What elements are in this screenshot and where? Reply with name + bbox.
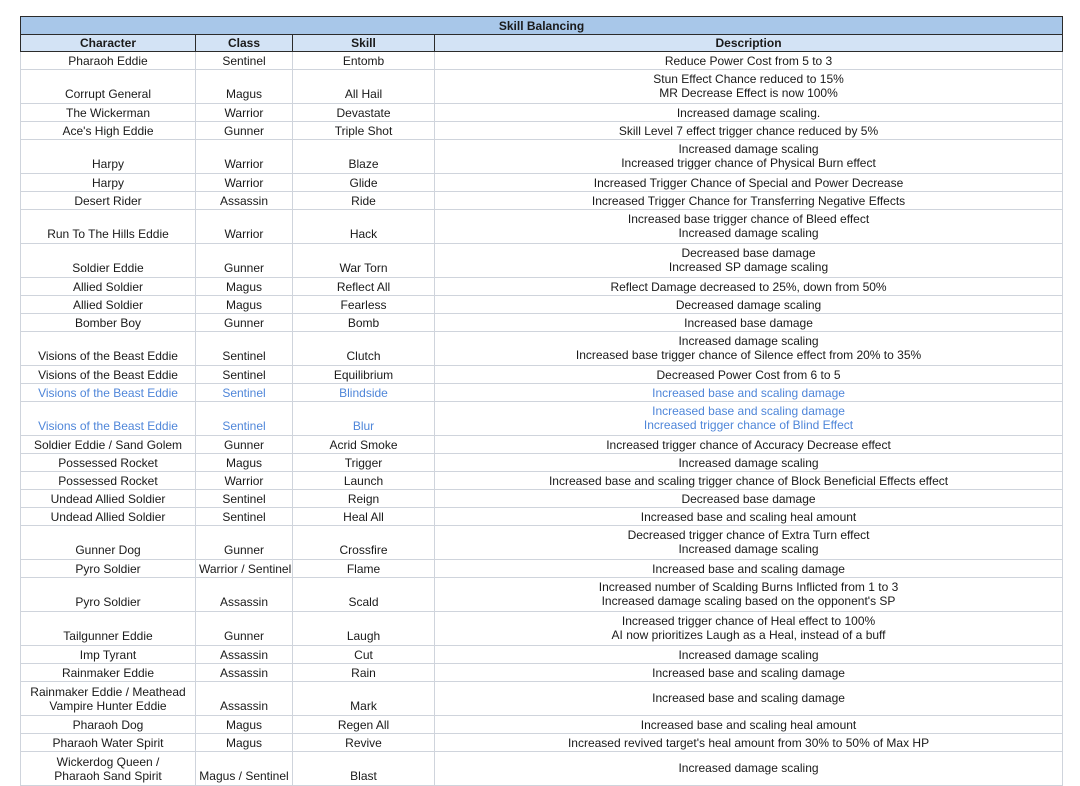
skill-cell-text: Crossfire [339,543,388,557]
description-cell[interactable] [435,472,1063,490]
class-cell[interactable] [196,296,293,314]
skill-cell-text: Scald [348,595,379,609]
character-cell[interactable] [21,174,196,192]
character-cell[interactable] [21,366,196,384]
class-cell-text: Sentinel [222,419,266,433]
character-cell[interactable] [21,192,196,210]
class-cell[interactable] [196,716,293,734]
character-cell[interactable] [21,332,196,366]
table-row [21,526,1063,560]
character-cell-text: Corrupt General [64,87,152,101]
description-cell[interactable] [435,296,1063,314]
class-cell-text: Assassin [219,665,269,680]
character-cell-text: Visions of the Beast Eddie [38,385,178,400]
skill-cell[interactable] [293,210,435,244]
class-cell[interactable] [196,52,293,70]
header-row [21,35,1063,52]
character-cell[interactable] [21,508,196,526]
character-cell-text: Undead Allied Soldier [50,509,166,524]
character-cell[interactable] [21,436,196,454]
description-cell-line-2: Increased base trigger chance of Silence effect from 20% to 35% [575,348,922,362]
character-cell-text: Pyro Soldier [75,561,141,576]
table-row [21,612,1063,646]
character-cell-text: Visions of the Beast Eddie [38,419,178,433]
skill-cell-text: Laugh [346,629,381,643]
character-cell-text: The Wickerman [65,105,151,120]
character-cell[interactable] [21,104,196,122]
table-row [21,716,1063,734]
character-cell[interactable] [21,384,196,402]
description-cell-text: Decreased damage scaling [675,297,822,312]
skill-cell-text: Launch [343,473,384,488]
class-cell-text: Assassin [219,193,269,208]
character-cell[interactable] [21,402,196,436]
description-cell-text: Increased base and scaling damage [652,665,845,680]
description-cell[interactable] [435,314,1063,332]
class-cell-text: Gunner [223,437,265,452]
skill-cell[interactable] [293,646,435,664]
skill-cell[interactable] [293,52,435,70]
description-cell[interactable] [435,734,1063,752]
character-cell[interactable] [21,682,196,716]
class-cell-text: Sentinel [222,491,266,506]
skill-cell-text: Flame [346,561,381,576]
skill-cell-text: Revive [345,735,382,750]
skill-cell-text: All Hail [344,87,383,101]
skill-cell-text: Blaze [348,157,379,171]
character-cell[interactable] [21,560,196,578]
skill-cell-text: Triple Shot [334,123,393,138]
sheet-title[interactable]: Skill Balancing [21,17,1063,35]
character-cell[interactable] [21,454,196,472]
character-cell[interactable] [21,612,196,646]
character-cell[interactable] [21,52,196,70]
description-cell-line-2: MR Decrease Effect is now 100% [659,86,838,100]
description-cell[interactable] [435,52,1063,70]
character-cell[interactable] [21,526,196,560]
character-cell[interactable] [21,244,196,278]
table-row [21,490,1063,508]
table-body [21,52,1063,786]
description-cell-text: Increased base and scaling trigger chance of Block Beneficial Effects effect [548,473,949,488]
table-row [21,122,1063,140]
description-cell-text: Decreased Power Cost from 6 to 5 [656,367,841,382]
description-cell-line-2: Increased trigger chance of Blind Effect [643,418,854,432]
skill-cell-text: Devastate [336,105,391,120]
description-cell-text: Decreased trigger chance of Extra Turn effect [627,528,870,542]
table-row [21,296,1063,314]
description-cell-text: Decreased base damage [681,246,816,260]
skill-cell[interactable] [293,752,435,786]
class-cell-text: Sentinel [222,385,266,400]
class-cell[interactable] [196,278,293,296]
description-cell-text: Skill Level 7 effect trigger chance reduced by 5% [618,123,879,138]
skill-cell-text: Glide [349,175,378,190]
skill-cell-text: Rain [351,665,376,680]
skill-cell-text: Bomb [347,315,380,330]
class-cell-text: Magus [225,87,263,101]
description-cell-text: Increased Trigger Chance of Special and Power Decrease [593,175,904,190]
skill-cell[interactable] [293,716,435,734]
class-cell-text: Sentinel [222,509,266,524]
description-cell[interactable] [435,682,1063,716]
character-cell-text: Gunner Dog [75,543,141,557]
class-cell-text: Sentinel [222,367,266,382]
character-cell[interactable] [21,664,196,682]
skill-cell-text: Clutch [346,349,381,363]
description-cell[interactable] [435,384,1063,402]
table-row [21,52,1063,70]
character-cell[interactable] [21,716,196,734]
character-cell-line-2: Pharaoh Sand Spirit [54,769,162,783]
character-cell-text: Run To The Hills Eddie [47,227,169,241]
header-class[interactable]: Class [196,35,293,52]
description-cell-text: Reduce Power Cost from 5 to 3 [664,53,833,68]
skill-cell[interactable] [293,734,435,752]
character-cell-text: Rainmaker Eddie [61,665,155,680]
class-cell[interactable] [196,664,293,682]
description-cell-text: Increased revived target's heal amount from 30% to 50% of Max HP [567,735,930,750]
header-skill[interactable]: Skill [293,35,435,52]
description-cell-text: Increased base and scaling heal amount [640,509,857,524]
character-cell[interactable] [21,296,196,314]
skill-cell-text: Blindside [339,385,388,400]
skill-cell[interactable] [293,332,435,366]
class-cell[interactable] [196,384,293,402]
skill-cell[interactable] [293,508,435,526]
character-cell[interactable] [21,140,196,174]
class-cell-text: Magus / Sentinel [199,769,289,783]
description-cell[interactable] [435,752,1063,786]
description-cell[interactable] [435,332,1063,366]
header-description[interactable]: Description [435,35,1063,52]
skill-cell-text: Trigger [344,455,383,470]
skill-cell-text: Reign [347,491,380,506]
class-cell-text: Sentinel [222,349,266,363]
class-cell[interactable] [196,612,293,646]
table-row [21,244,1063,278]
character-cell-text: Pyro Soldier [75,595,141,609]
character-cell[interactable] [21,752,196,786]
class-cell[interactable] [196,192,293,210]
class-cell-text: Magus [225,717,263,732]
skill-cell-text: Equilibrium [333,367,394,382]
character-cell[interactable] [21,278,196,296]
description-cell-text: Decreased base damage [681,491,816,506]
character-cell-text: Desert Rider [74,193,142,208]
character-cell-text: Pharaoh Water Spirit [52,735,164,750]
table-row [21,578,1063,612]
class-cell-text: Warrior [224,175,264,190]
class-cell[interactable] [196,210,293,244]
class-cell[interactable] [196,560,293,578]
description-cell[interactable] [435,174,1063,192]
skill-cell[interactable] [293,278,435,296]
class-cell-text: Gunner [223,261,265,275]
table-row [21,104,1063,122]
character-cell-text: Allied Soldier [72,297,144,312]
class-cell[interactable] [196,122,293,140]
class-cell[interactable] [196,472,293,490]
table-row [21,332,1063,366]
description-cell[interactable] [435,70,1063,104]
table-row [21,508,1063,526]
class-cell[interactable] [196,646,293,664]
description-cell-line-2: Increased damage scaling based on the opponent's SP [601,594,896,608]
class-cell[interactable] [196,734,293,752]
skill-cell-text: Reflect All [336,279,391,294]
class-cell[interactable] [196,140,293,174]
character-cell-text: Visions of the Beast Eddie [38,367,178,382]
description-cell-text: Stun Effect Chance reduced to 15% [653,72,844,86]
description-cell-text: Increased damage scaling [678,455,819,470]
class-cell[interactable] [196,244,293,278]
description-cell-text: Increased Trigger Chance for Transferring Negative Effects [591,193,906,208]
skill-cell[interactable] [293,472,435,490]
description-cell-text: Increased base trigger chance of Bleed effect [627,212,870,226]
class-cell-text: Assassin [219,647,269,662]
table-row [21,366,1063,384]
description-cell[interactable] [435,122,1063,140]
class-cell-text: Warrior [224,227,264,241]
character-cell-text: Bomber Boy [74,315,142,330]
class-cell-text: Magus [225,297,263,312]
description-cell-text: Increased base damage [684,315,813,330]
skill-cell-text: Ride [351,193,376,208]
skill-cell-text: Fearless [340,297,387,312]
description-cell-text: Increased damage scaling [678,142,819,156]
skill-cell-text: Regen All [337,717,390,732]
description-cell[interactable] [435,244,1063,278]
skill-cell[interactable] [293,490,435,508]
description-cell-text: Increased base and scaling damage [652,561,845,576]
description-cell-text: Increased base and scaling damage [652,385,845,400]
table-row [21,384,1063,402]
class-cell-text: Warrior [224,473,264,488]
character-cell-text: Soldier Eddie [72,261,144,275]
skill-cell-text: Mark [350,699,377,713]
skill-cell[interactable] [293,174,435,192]
skill-cell[interactable] [293,578,435,612]
description-cell[interactable] [435,664,1063,682]
skill-cell[interactable] [293,192,435,210]
character-cell-text: Ace's High Eddie [62,123,154,138]
class-cell-text: Sentinel [222,53,266,68]
table-row [21,192,1063,210]
class-cell[interactable] [196,454,293,472]
class-cell[interactable] [196,70,293,104]
title-row [21,17,1063,35]
character-cell-text: Possessed Rocket [58,455,158,470]
description-cell-text: Increased base and scaling heal amount [640,717,857,732]
description-cell-line-2: AI now prioritizes Laugh as a Heal, instead of a buff [611,628,886,642]
class-cell-text: Assassin [219,699,269,713]
character-cell[interactable] [21,734,196,752]
class-cell[interactable] [196,682,293,716]
description-cell[interactable] [435,278,1063,296]
character-cell-text: Harpy [91,175,124,190]
skill-cell[interactable] [293,612,435,646]
table-row [21,646,1063,664]
character-cell-text: Wickerdog Queen / [56,755,160,769]
description-cell-text: Increased damage scaling [678,334,819,348]
description-cell-text: Increased damage scaling [678,761,819,775]
class-cell-text: Warrior [224,157,264,171]
skill-cell[interactable] [293,366,435,384]
description-cell[interactable] [435,526,1063,560]
class-cell[interactable] [196,332,293,366]
skill-cell[interactable] [293,104,435,122]
class-cell[interactable] [196,490,293,508]
character-cell-text: Possessed Rocket [58,473,158,488]
table-row [21,436,1063,454]
character-cell[interactable] [21,314,196,332]
character-cell[interactable] [21,646,196,664]
skill-cell-text: Cut [354,647,373,662]
character-cell-text: Imp Tyrant [79,647,137,662]
table-row [21,140,1063,174]
character-cell-text: Visions of the Beast Eddie [38,349,178,363]
description-cell[interactable] [435,454,1063,472]
class-cell-text: Warrior / Sentinel [199,561,292,576]
character-cell-text: Pharaoh Eddie [68,53,148,68]
character-cell[interactable] [21,70,196,104]
character-cell[interactable] [21,578,196,612]
character-cell[interactable] [21,122,196,140]
table-row [21,314,1063,332]
description-cell-text: Increased base and scaling damage [652,691,845,705]
description-cell[interactable] [435,490,1063,508]
table-row [21,70,1063,104]
description-cell-line-2: Increased damage scaling [678,542,819,556]
skill-cell[interactable] [293,454,435,472]
description-cell-text: Increased trigger chance of Accuracy Decrease effect [606,437,891,452]
skill-cell[interactable] [293,526,435,560]
table-row [21,734,1063,752]
character-cell-text: Tailgunner Eddie [63,629,153,643]
character-cell[interactable] [21,490,196,508]
class-cell[interactable] [196,526,293,560]
character-cell-text: Allied Soldier [72,279,144,294]
class-cell[interactable] [196,104,293,122]
description-cell[interactable] [435,646,1063,664]
description-cell-text: Increased damage scaling. [676,105,821,120]
skill-cell-text: Acrid Smoke [329,437,398,452]
description-cell[interactable] [435,366,1063,384]
description-cell[interactable] [435,612,1063,646]
skill-cell[interactable] [293,122,435,140]
class-cell[interactable] [196,508,293,526]
skill-cell-text: War Torn [339,261,388,275]
description-cell[interactable] [435,436,1063,454]
class-cell-text: Gunner [223,123,265,138]
class-cell[interactable] [196,752,293,786]
class-cell[interactable] [196,174,293,192]
table-row [21,472,1063,490]
description-cell[interactable] [435,716,1063,734]
description-cell[interactable] [435,402,1063,436]
skill-cell-text: Entomb [342,53,385,68]
class-cell-text: Assassin [219,595,269,609]
skill-cell-text: Blur [352,419,375,433]
skill-cell[interactable] [293,296,435,314]
table-row [21,278,1063,296]
description-cell-line-2: Increased SP damage scaling [668,260,829,274]
character-cell-line-2: Vampire Hunter Eddie [49,699,167,713]
character-cell-text: Undead Allied Soldier [50,491,166,506]
description-cell[interactable] [435,192,1063,210]
description-cell[interactable] [435,578,1063,612]
skill-cell-text: Blast [350,769,377,783]
description-cell-text: Increased trigger chance of Heal effect to 100% [621,614,876,628]
table-row [21,454,1063,472]
class-cell[interactable] [196,314,293,332]
table-row [21,210,1063,244]
description-cell[interactable] [435,560,1063,578]
skill-cell[interactable] [293,244,435,278]
class-cell-text: Magus [225,455,263,470]
class-cell-text: Gunner [223,315,265,330]
skill-cell[interactable] [293,70,435,104]
skill-cell-text: Heal All [343,509,384,524]
description-cell[interactable] [435,104,1063,122]
class-cell-text: Magus [225,279,263,294]
description-cell-line-2: Increased trigger chance of Physical Burn effect [621,156,876,170]
class-cell[interactable] [196,436,293,454]
table-row [21,752,1063,786]
character-cell[interactable] [21,210,196,244]
description-cell-text: Reflect Damage decreased to 25%, down from 50% [610,279,887,294]
class-cell[interactable] [196,402,293,436]
table-row [21,682,1063,716]
skill-cell-text: Hack [349,227,378,241]
table-row [21,174,1063,192]
class-cell[interactable] [196,366,293,384]
table-row [21,560,1063,578]
table-row [21,402,1063,436]
character-cell[interactable] [21,472,196,490]
skill-cell[interactable] [293,140,435,174]
table-row [21,664,1063,682]
skill-cell[interactable] [293,384,435,402]
header-character[interactable]: Character [21,35,196,52]
class-cell-text: Magus [225,735,263,750]
class-cell-text: Gunner [223,543,265,557]
description-cell[interactable] [435,210,1063,244]
description-cell[interactable] [435,140,1063,174]
class-cell-text: Gunner [223,629,265,643]
skill-cell[interactable] [293,402,435,436]
character-cell-text: Soldier Eddie / Sand Golem [33,437,183,452]
skill-balancing-table [20,16,1063,786]
skill-cell[interactable] [293,682,435,716]
skill-cell[interactable] [293,560,435,578]
description-cell[interactable] [435,508,1063,526]
description-cell-text: Increased damage scaling [678,647,819,662]
character-cell-text: Rainmaker Eddie / Meathead [30,685,186,699]
description-cell-line-2: Increased damage scaling [678,226,819,240]
skill-cell[interactable] [293,436,435,454]
description-cell-text: Increased number of Scalding Burns Inflicted from 1 to 3 [598,580,899,594]
description-cell-text: Increased base and scaling damage [652,404,845,418]
skill-cell[interactable] [293,314,435,332]
class-cell[interactable] [196,578,293,612]
character-cell-text: Harpy [91,157,124,171]
class-cell-text: Warrior [224,105,264,120]
skill-cell[interactable] [293,664,435,682]
character-cell-text: Pharaoh Dog [72,717,144,732]
